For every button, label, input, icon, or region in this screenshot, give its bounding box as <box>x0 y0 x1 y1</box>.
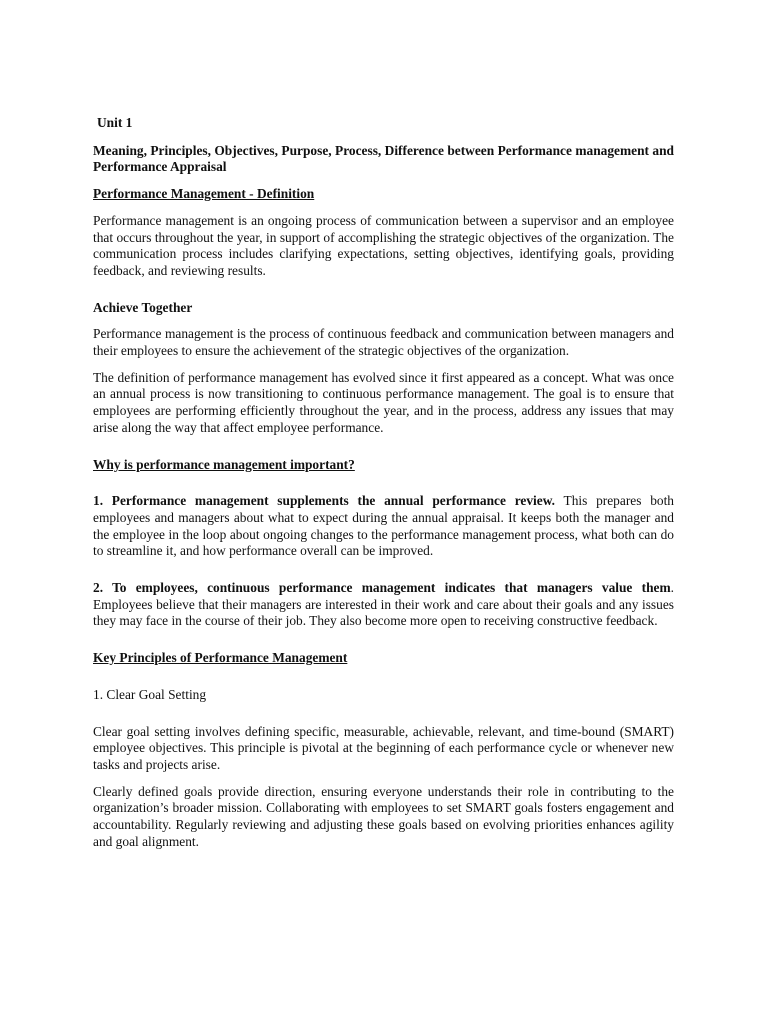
definition-paragraph: Performance management is an ongoing process of communication between a supervisor and an employee that occurs throughout the year, in support of accomplishing the strategic objectives of the organization. The communication process includes clarifying expectations, setting objectives, identifying goals, providing feedback, and reviewing results. <box>93 212 674 278</box>
section-heading-importance: Why is performance management important? <box>93 456 355 472</box>
principle-1-paragraph-1: Clear goal setting involves defining specific, measurable, achievable, relevant, and time-bound (SMART) employee objectives. This principle is pivotal at the beginning of each performance cycle or whenever new tasks and projects arise. <box>93 723 674 772</box>
importance-item-1 <box>93 493 674 560</box>
achieve-paragraph-1: Performance management is the process of continuous feedback and communication between managers and their employees to ensure the achievement of the strategic objectives of the organization. <box>93 326 674 359</box>
document-title: Meaning, Principles, Objectives, Purpose, Process, Difference between Performance management and Performance Appraisal <box>93 142 674 175</box>
principle-1-paragraph-2: Clearly defined goals provide direction, ensuring everyone understands their role in contributing to the organization’s broader mission. Collaborating with employees to set SMART goals fosters engagement and accountability. Regularly reviewing and adjusting these goals based on evolving priorities enhances agility and goal alignment. <box>93 783 674 849</box>
importance-item-2 <box>93 580 674 630</box>
section-heading-achieve-together: Achieve Together <box>93 299 193 315</box>
section-heading-key-principles: Key Principles of Performance Management <box>93 650 348 666</box>
section-heading-definition: Performance Management - Definition <box>93 186 315 202</box>
achieve-paragraph-2: The definition of performance management has evolved since it first appeared as a concept. What was once an annual process is now transitioning to continuous performance management. The goal is to ensure that employees are performing efficiently throughout the year, and in the process, address any issues that may arise along the way that affect employee performance. <box>93 369 674 435</box>
importance-item-1-lead: 1. Performance management supplements the annual performance review. <box>93 493 555 509</box>
document-page <box>93 115 674 861</box>
importance-item-2-text: . Employees believe that their managers are interested in their work and care about their goals and any issues they may face in the course of their job. They also become more open to receiving constructive feedback. <box>93 580 674 629</box>
importance-item-2-lead: 2. To employees, continuous performance management indicates that managers value them <box>93 580 671 596</box>
unit-label: Unit 1 <box>97 115 133 130</box>
importance-item-1-text: This prepares both employees and managers about what to expect during the annual appraisal. It keeps both the manager and the employee in the loop about ongoing changes to the performance management process, what both can do to streamline it, and how performance overall can be improved. <box>93 493 675 559</box>
principle-1-title: 1. Clear Goal Setting <box>93 686 207 702</box>
